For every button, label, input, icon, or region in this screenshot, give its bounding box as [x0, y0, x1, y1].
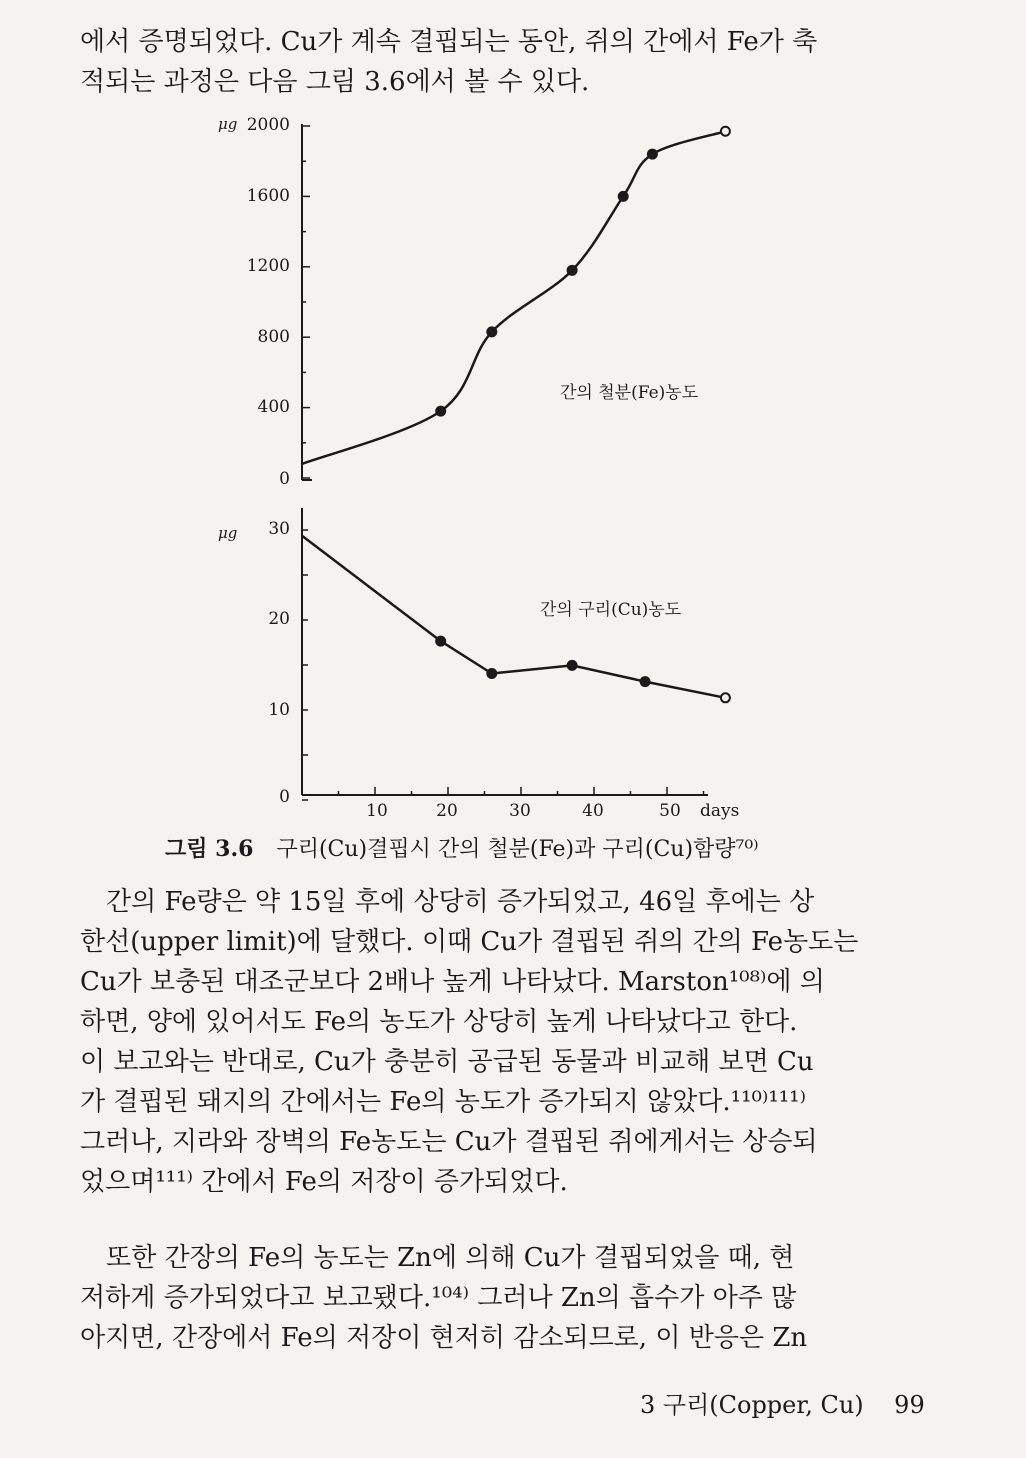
data-point — [641, 677, 650, 686]
text-line: 저하게 증가되었다고 보고됐다.¹⁰⁴⁾ 그러나 Zn의 흡수가 아주 많 — [80, 1283, 797, 1313]
y-ticks — [302, 126, 310, 478]
series-label-cu: 간의 구리(Cu)농도 — [540, 600, 682, 620]
x-tick-label: 50 — [659, 801, 681, 821]
data-point — [436, 407, 445, 416]
y-tick-label: 400 — [257, 397, 290, 417]
x-tick-label: 40 — [582, 801, 604, 821]
caption-text: 구리(Cu)결핍시 간의 철분(Fe)과 구리(Cu)함량⁷⁰⁾ — [276, 837, 759, 862]
running-header: 3 구리(Copper, Cu) — [640, 1391, 864, 1419]
body-paragraph-2 — [80, 1238, 950, 1358]
data-point — [721, 693, 730, 702]
data-point — [436, 637, 445, 646]
data-point — [487, 327, 496, 336]
data-point — [648, 150, 657, 159]
text-line: Cu가 보충된 대조군보다 2배나 높게 나타났다. Marston¹⁰⁸⁾에 의 — [80, 967, 825, 997]
data-point — [721, 127, 730, 136]
text-line: 그러나, 지라와 장벽의 Fe농도는 Cu가 결핍된 쥐에게서는 상승되 — [80, 1127, 818, 1157]
y-tick-label: 800 — [257, 327, 290, 347]
text-line: 아지면, 간장에서 Fe의 저장이 현저히 감소되므로, 이 반응은 Zn — [80, 1323, 808, 1353]
intro-paragraph — [80, 22, 950, 102]
y-unit-label: μg — [218, 115, 238, 133]
cu-chart — [218, 508, 739, 821]
data-point — [619, 192, 628, 201]
x-tick-label: 30 — [509, 801, 531, 821]
y-tick-label: 20 — [268, 609, 290, 629]
text-line: 었으며¹¹¹⁾ 간에서 Fe의 저장이 증가되었다. — [80, 1167, 568, 1197]
fe-chart — [218, 115, 730, 489]
y-tick-label: 10 — [268, 700, 290, 720]
caption-label: 그림 3.6 — [165, 836, 254, 862]
text-line: 에서 증명되었다. Cu가 계속 결핍되는 동안, 쥐의 간에서 Fe가 축 — [80, 27, 818, 57]
y-tick-label: 0 — [279, 469, 290, 489]
y-tick-label: 1200 — [246, 256, 290, 276]
text-line: 또한 간장의 Fe의 농도는 Zn에 의해 Cu가 결핍되었을 때, 현 — [106, 1243, 795, 1273]
figure-caption — [165, 832, 925, 863]
x-axis-label: days — [700, 801, 740, 821]
series-line-fe — [302, 131, 725, 464]
data-point — [568, 266, 577, 275]
text-line: 가 결핍된 돼지의 간에서는 Fe의 농도가 증가되지 않았다.¹¹⁰⁾¹¹¹⁾ — [80, 1087, 806, 1117]
text-line: 하면, 양에 있어서도 Fe의 농도가 상당히 높게 나타났다고 한다. — [80, 1007, 798, 1037]
y-tick-label: 0 — [279, 787, 290, 807]
body-paragraph-1 — [80, 882, 950, 1202]
data-point — [568, 661, 577, 670]
axis-ticks — [302, 530, 704, 800]
y-tick-label: 2000 — [246, 115, 290, 135]
y-unit-label: μg — [218, 524, 238, 542]
data-points — [436, 637, 730, 703]
data-points — [436, 127, 730, 416]
series-label-fe: 간의 철분(Fe)농도 — [560, 383, 699, 403]
text-line: 이 보고와는 반대로, Cu가 충분히 공급된 동물과 비교해 보면 Cu — [80, 1047, 814, 1077]
page-number: 99 — [894, 1391, 925, 1419]
text-line: 간의 Fe량은 약 15일 후에 상당히 증가되었고, 46일 후에는 상 — [106, 887, 815, 917]
y-tick-label: 30 — [268, 519, 290, 539]
data-point — [487, 669, 496, 678]
y-tick-label: 1600 — [246, 186, 290, 206]
text-line: 한선(upper limit)에 달했다. 이때 Cu가 결핍된 쥐의 간의 Fe농도는 — [80, 927, 859, 957]
figure-3-6 — [200, 110, 800, 830]
x-tick-label: 10 — [366, 801, 388, 821]
x-tick-label: 20 — [436, 801, 458, 821]
text-line: 적되는 과정은 다음 그림 3.6에서 볼 수 있다. — [80, 67, 590, 97]
page-footer — [640, 1385, 925, 1420]
